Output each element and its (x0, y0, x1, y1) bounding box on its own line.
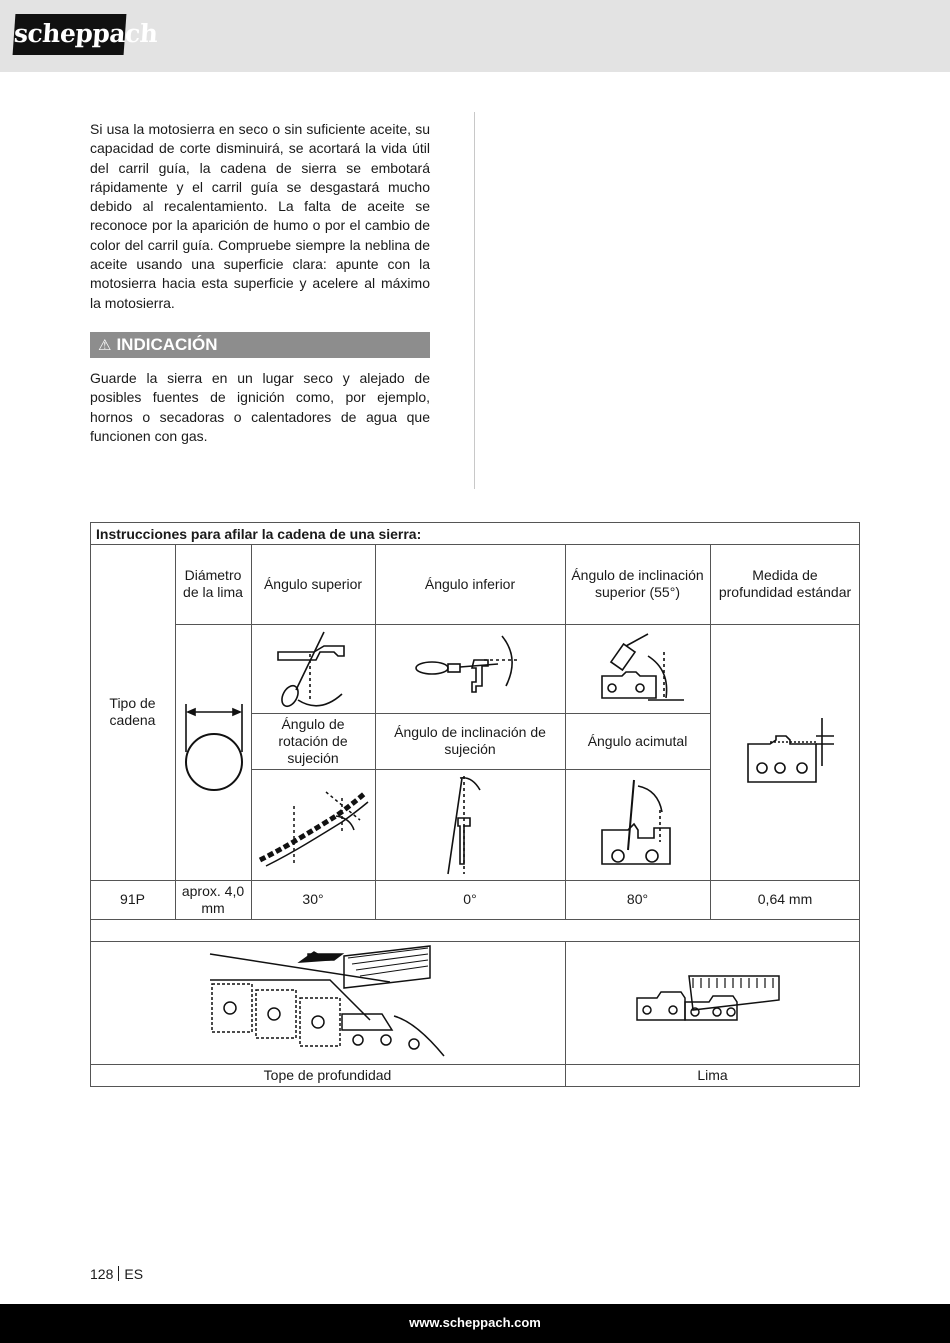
clamp-tilt-angle-figure (438, 774, 498, 878)
header-lower-angle: Ángulo inferior (424, 575, 516, 592)
caption-file: Lima (697, 1066, 728, 1083)
top-tilt-angle-figure (598, 630, 686, 710)
header-rotation-angle: Ángulo de rotación de sujeción (278, 715, 348, 766)
depth-gauge-figure (742, 718, 838, 786)
depth-stop-figure (208, 944, 448, 1062)
lower-angle-figure (408, 630, 528, 710)
notice-title: INDICACIÓN (116, 335, 218, 354)
value-chain-type: 91P (120, 891, 145, 907)
header-top-angle: Ángulo superior (263, 575, 363, 592)
value-file-diameter: aprox. 4,0 mm (181, 882, 245, 916)
header-top-tilt-angle: Ángulo de inclinación superior (55°) (571, 567, 704, 600)
footer-website-link[interactable]: www.scheppach.com (409, 1315, 541, 1330)
value-top-angle: 30° (302, 891, 324, 907)
header-depth-standard: Medida de profundidad estándar (718, 567, 852, 600)
caption-depth-stop: Tope de profundidad (263, 1066, 392, 1083)
value-lower-angle: 0° (463, 891, 477, 907)
rotation-angle-figure (256, 772, 372, 876)
warning-icon: ⚠ (98, 337, 112, 354)
scheppach-logo: scheppach (13, 14, 127, 55)
table-title: Instrucciones para afilar la cadena de una sierra: (96, 526, 422, 542)
notice-paragraph: Guarde la sierra en un lugar seco y alejado de posibles fuentes de ignición como, por ejemplo, hornos o secadoras o calentadores de agua que funcionen con gas. (90, 370, 430, 444)
value-depth: 0,64 mm (757, 891, 813, 907)
page-number-value: 128 (90, 1266, 114, 1282)
row-label-chain-type: Tipo de cadena (109, 695, 156, 728)
value-tilt-angle: 80° (626, 891, 649, 907)
sharpening-table (90, 522, 860, 1087)
azimuth-angle-figure (598, 776, 678, 876)
page-number-divider (118, 1266, 119, 1281)
notice-heading (90, 332, 430, 358)
column-divider (474, 112, 475, 489)
header-clamp-tilt-angle: Ángulo de inclinación de sujeción (394, 724, 546, 757)
top-angle-figure (268, 630, 364, 710)
intro-paragraph: Si usa la motosierra en seco o sin suficiente aceite, su capacidad de corte disminuirá, se acortará la vida útil del carril guía, la cadena de sierra se embotará rápidamente y el carril guía se desgastará mucho debido al recalentamiento. La falta de aceite se reconoce por la aparición de humo o por el cambio de color del carril guía. Compruebe siempre la neblina de aceite usando una superficie clara: apunte con la motosierra hacia esta superficie y acelere al máximo la motosierra. (90, 121, 430, 311)
file-position-figure (633, 972, 793, 1042)
language-code: ES (124, 1266, 144, 1282)
page-number (90, 1266, 143, 1282)
header-azimuth-angle: Ángulo acimutal (587, 732, 688, 749)
header-file-diameter: Diámetro de la lima (183, 567, 243, 600)
file-cross-section-figure (182, 704, 246, 800)
